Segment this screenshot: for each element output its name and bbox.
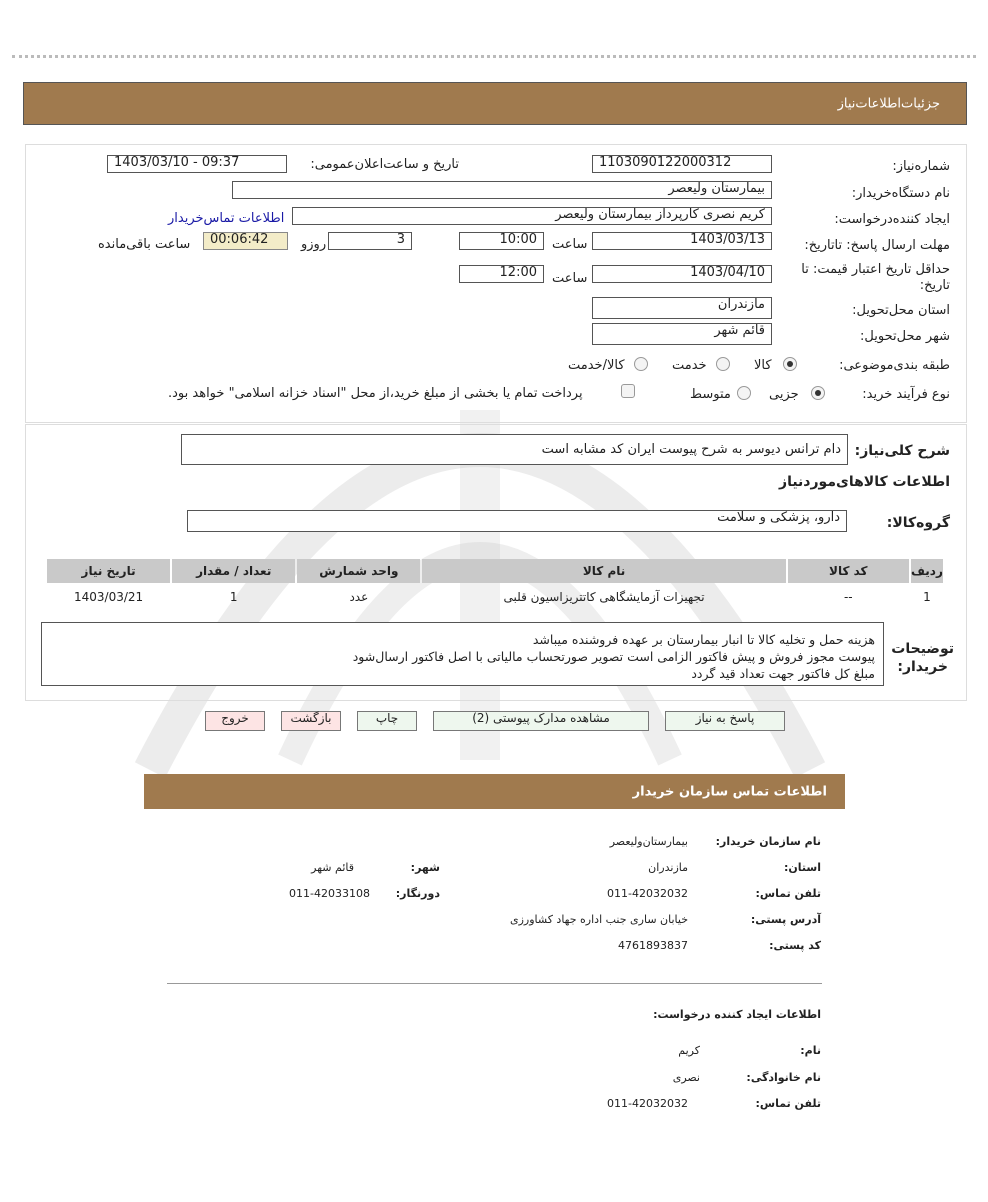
buyer-org-field[interactable]: بیمارستان ولیعصر [232, 181, 772, 199]
deadline-time-word: ساعت [552, 237, 588, 252]
category-goods-radio[interactable] [783, 357, 797, 371]
deadline-time-field[interactable]: 10:00 [459, 232, 544, 250]
creator-phone-value: 011-42032032 [607, 1097, 688, 1110]
cell-row-number: 1 [923, 590, 931, 604]
contact-province-value: مازندران [648, 861, 688, 874]
province-label: استان محل‌تحویل: [852, 303, 950, 318]
page-title: جزئیات‌اطلاعات‌نیاز [837, 96, 940, 111]
contact-org-label: نام سازمان خریدار: [715, 835, 821, 848]
creator-name-value: کریم [678, 1044, 700, 1057]
goods-table-header-row [47, 559, 943, 583]
price-valid-time-field[interactable]: 12:00 [459, 265, 544, 283]
col-item-name: نام کالا [422, 559, 785, 583]
cell-quantity: 1 [229, 590, 238, 604]
process-minor-radio[interactable] [811, 386, 825, 400]
process-minor-label: جزیی [769, 387, 799, 402]
deadline-date-field[interactable]: 1403/03/13 [592, 232, 772, 250]
buyer-notes-label [891, 640, 954, 676]
remaining-time-label: ساعت باقی‌مانده [98, 237, 191, 252]
need-number-label: شماره‌نیاز: [892, 159, 950, 174]
days-word: روزو [301, 237, 327, 252]
cell-need-date: 1403/03/21 [73, 590, 144, 604]
cell-unit: عدد [349, 590, 369, 604]
buyer-notes-label-line2: خریدار: [897, 659, 948, 675]
price-valid-date-field[interactable]: 1403/04/10 [592, 265, 772, 283]
creator-family-value: نصری [672, 1071, 700, 1084]
contact-city-value: قائم شهر [311, 861, 354, 874]
treasury-payment-note: پرداخت تمام یا بخشی از مبلغ خرید،از محل "اسناد خزانه اسلامی" خواهد بود. [168, 386, 583, 401]
contact-fax-value: 011-42033108 [289, 887, 370, 900]
process-medium-radio[interactable] [737, 386, 751, 400]
page-header-banner [23, 82, 967, 125]
announce-datetime-label: تاریخ و ساعت‌اعلان‌عمومی: [310, 157, 459, 172]
col-row-number: ردیف [911, 559, 943, 583]
category-service-label: خدمت [672, 358, 707, 373]
view-attachments-button[interactable]: مشاهده مدارک پیوستی (2) [433, 711, 649, 731]
category-goods-label: کالا [754, 358, 772, 373]
contact-phone-label: تلفن تماس: [755, 887, 821, 900]
creator-family-label: نام خانوادگی: [746, 1071, 821, 1084]
price-valid-label: حداقل تاریخ اعتبار قیمت: تا تاریخ: [801, 262, 950, 293]
buyer-notes-box [41, 622, 884, 686]
buyer-note-line: مبلغ کل فاکتور جهت تعداد قید گردد [691, 666, 875, 681]
goods-table [45, 557, 945, 611]
goods-group-field[interactable]: دارو، پزشکی و سلامت [187, 510, 847, 532]
process-label: نوع فرآیند خرید: [862, 387, 950, 402]
print-button[interactable]: چاپ [357, 711, 417, 731]
keyword-label: شرح کلی‌نیاز: [854, 443, 950, 459]
buyer-org-label: نام دستگاه‌خریدار: [851, 186, 950, 201]
category-goods-service-radio[interactable] [634, 357, 648, 371]
buyer-contact-banner [144, 774, 845, 809]
exit-button[interactable]: خروج [205, 711, 265, 731]
treasury-payment-checkbox[interactable] [621, 384, 635, 398]
buyer-contact-title: اطلاعات تماس سازمان خریدار [632, 784, 827, 799]
creator-name-label: نام: [800, 1044, 821, 1057]
city-label: شهر محل‌تحویل: [860, 329, 950, 344]
price-valid-time-word: ساعت [552, 271, 588, 286]
days-field[interactable]: 3 [328, 232, 412, 250]
creator-info-title: اطلاعات ایجاد کننده درخواست: [653, 1008, 821, 1021]
contact-postal-label: کد پستی: [769, 939, 821, 952]
contact-province-label: استان: [784, 861, 821, 874]
buyer-note-line: هزینه حمل و تخلیه کالا تا انبار بیمارستان بر عهده فروشنده میباشد [532, 632, 875, 647]
cell-item-code: -- [843, 590, 853, 604]
category-label: طبقه بندی‌موضوعی: [839, 358, 950, 373]
contact-phone-value: 011-42032032 [607, 887, 688, 900]
reply-button[interactable]: پاسخ به نیاز [665, 711, 785, 731]
goods-section-title: اطلاعات کالاهای‌مورد‌نیاز [779, 474, 950, 490]
contact-city-label: شهر: [410, 861, 440, 874]
creator-phone-label: تلفن تماس: [755, 1097, 821, 1110]
back-button[interactable]: بازگشت [281, 711, 341, 731]
col-item-code: کد کالا [788, 559, 909, 583]
col-unit: واحد شمارش [297, 559, 420, 583]
city-field[interactable]: قائم شهر [592, 323, 772, 345]
province-field[interactable]: مازندران [592, 297, 772, 319]
table-row [47, 585, 943, 609]
announce-datetime-field[interactable]: 1403/03/10 - 09:37 [107, 155, 287, 173]
contact-postal-value: 4761893837 [618, 939, 688, 952]
remaining-time-field: 00:06:42 [203, 232, 288, 250]
need-number-field[interactable]: 1103090122000312 [592, 155, 772, 173]
category-goods-service-label: کالا/خدمت [568, 358, 625, 373]
keyword-field[interactable]: دام ترانس دیوسر به شرح پیوست ایران کد مشابه است [181, 434, 848, 465]
buyer-note-line: پیوست مجوز فروش و پیش فاکتور الزامی است تصویر صورتحساب مالیاتی با اصل فاکتور ارسال‌شود [352, 649, 875, 664]
category-service-radio[interactable] [716, 357, 730, 371]
creator-field[interactable]: کریم نصری کارپرداز بیمارستان ولیعصر [292, 207, 772, 225]
col-quantity: تعداد / مقدار [172, 559, 295, 583]
buyer-contact-link[interactable]: اطلاعات تماس‌خریدار [168, 211, 285, 226]
buyer-notes-label-line1: توضیحات [891, 641, 954, 657]
contact-address-label: آدرس پستی: [750, 913, 821, 926]
col-need-date: تاریخ نیاز [47, 559, 170, 583]
creator-label: ایجاد کننده‌درخواست: [834, 212, 950, 227]
contact-org-value: بیمارستان‌ولیعصر [609, 835, 688, 848]
goods-group-label: گروه‌کالا: [886, 515, 950, 531]
deadline-label: مهلت ارسال پاسخ: تاتاریخ: [804, 238, 950, 253]
top-dotted-divider [12, 55, 976, 58]
process-medium-label: متوسط [690, 387, 731, 402]
cell-item-name: تجهیزات آزمایشگاهی کاتتریزاسیون قلبی [503, 590, 705, 604]
contact-address-value: خیابان ساری جنب اداره جهاد کشاورزی [509, 913, 688, 926]
contact-fax-label: دورنگار: [395, 887, 440, 900]
contact-divider [167, 983, 822, 984]
